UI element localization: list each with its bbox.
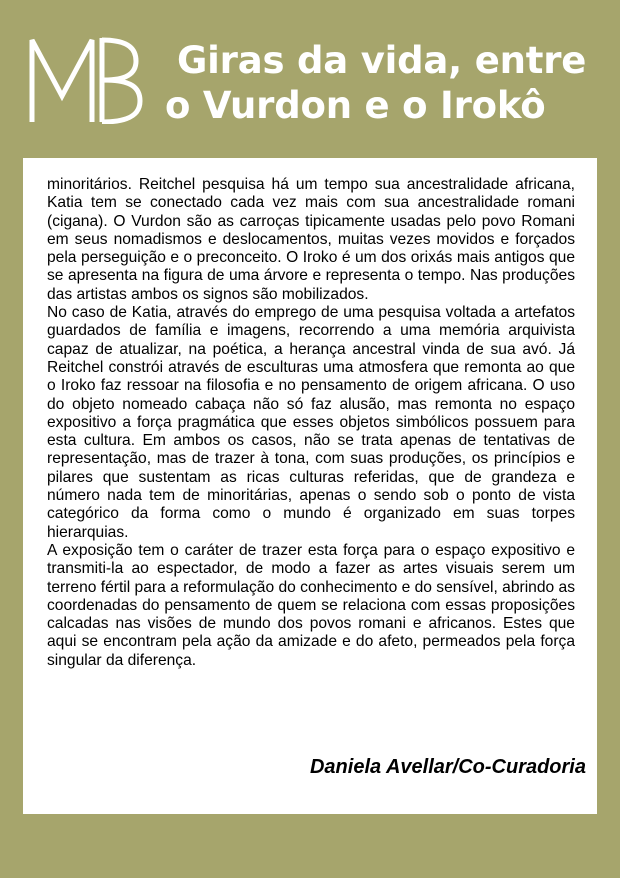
signature: Daniela Avellar/Co-Curadoria — [309, 756, 586, 778]
header-band — [0, 0, 620, 158]
paragraph: minoritários. Reitchel pesquisa há um tempo sua ancestralidade africana, Katia tem se conectado cada vez mais com sua ancestralidade romani (cigana). O Vurdon são as carroças tipicamente usadas pelo povo Romani em seus nomadismos e deslocamentos, muitas vezes movidos e forçados pela perseguição e o preconceito. O Iroko é um dos orixás mais antigos que se apresenta na figura de uma árvore e representa o tempo. Nas produções das artistas ambos os signos são mobilizados. — [47, 176, 575, 303]
page-title — [165, 38, 605, 128]
article-body — [47, 176, 575, 670]
text-page — [23, 158, 597, 814]
title-line-1: Giras da vida, entre — [177, 39, 587, 82]
paragraph: A exposição tem o caráter de trazer esta força para o espaço expositivo e transmiti-la ao espectador, de modo a fazer as artes visuais serem um terreno fértil para a reformulação do conhecimento e do sensível, abrindo as coordenadas do pensamento de quem se relaciona com essas proposições calcadas nas visões de mundo dos povos romani e africanos. Estes que aqui se encontram pela ação da amizade e do afeto, permeados pela força singular da diferença. — [47, 541, 575, 669]
mb-logo — [28, 34, 143, 124]
title-line-2: o Vurdon e o Irokô — [165, 84, 546, 127]
paragraph: No caso de Katia, através do emprego de uma pesquisa voltada a artefatos guardados de família e imagens, recorrendo a uma memória arquivista capaz de atualizar, na poética, a herança ancestral vinda de sua avó. Já Reitchel constrói através de esculturas uma atmosfera que remonta ao que o Iroko faz ressoar na filosofia e no pensamento de origem africana. O uso do objeto nomeado cabaça não só faz alusão, mas remonta no espaço expositivo a força pragmática que esses objetos simbólicos possuem para esta cultura. Em ambos os casos, não se trata apenas de tentativas de representação, mas de trazer à tona, com suas produções, os princípios e pilares que sustentam as ricas culturas referidas, que de grandeza e número nada tem de minoritárias, apenas o sendo sob o ponto de vista categórico da forma como o mundo é organizado em suas torpes hierarquias. — [47, 304, 575, 541]
